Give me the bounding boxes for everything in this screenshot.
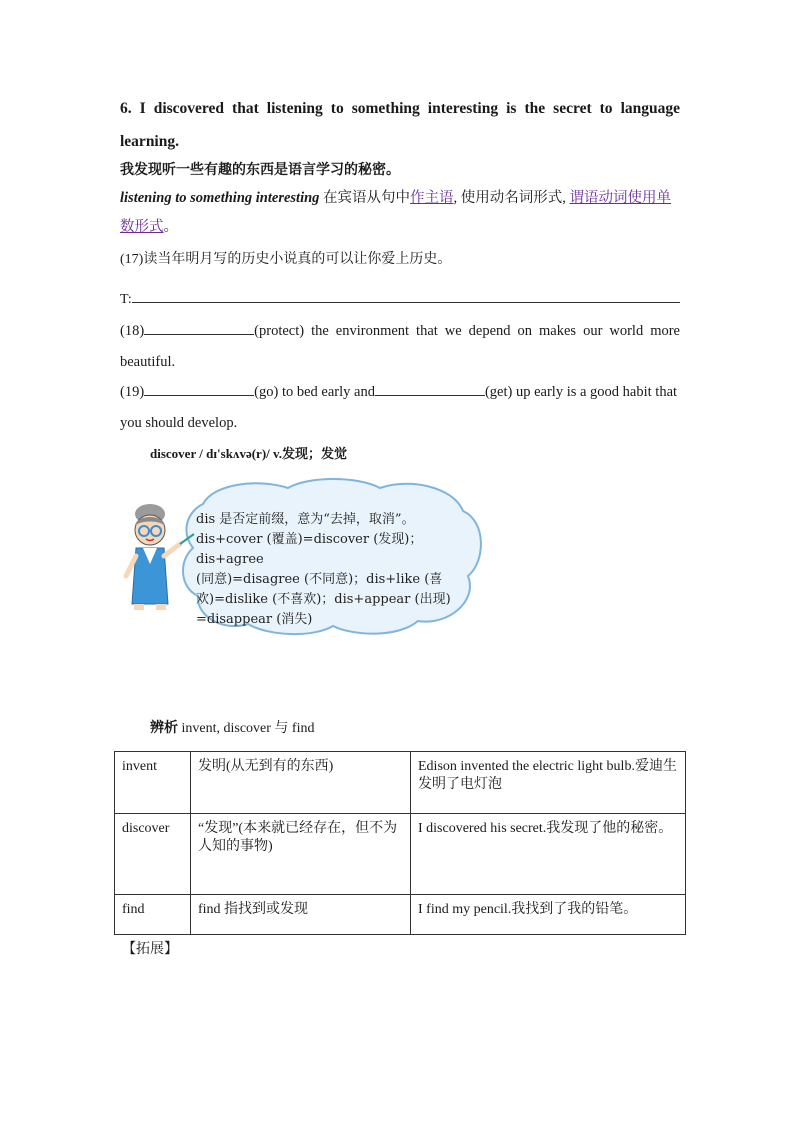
q18-blank[interactable] <box>144 320 254 335</box>
cloud-line: 欢)=dislike (不喜欢)；dis+appear (出现) <box>196 592 451 607</box>
analysis-text-1: 在宾语从句中 <box>319 190 411 206</box>
cloud-text <box>196 510 468 630</box>
table-cell-word: discover <box>115 814 191 895</box>
table-row <box>115 752 686 814</box>
table-row <box>115 814 686 895</box>
table-cell-meaning: find 指找到或发现 <box>191 895 411 935</box>
q18-text: (protect) the environment that we depend on makes our world more beautiful. <box>120 323 680 370</box>
comparison-title <box>150 717 314 737</box>
comparison-title-bold: 辨析 <box>150 721 178 736</box>
teacher-icon <box>126 504 194 610</box>
question-17: (17)读当年明月写的历史小说真的可以让你爱上历史。 <box>120 252 452 267</box>
link-subject[interactable]: 作主语 <box>410 190 454 206</box>
analysis-text-2: , 使用动名词形式, <box>453 190 570 206</box>
question-19 <box>120 377 680 439</box>
cloud-line: dis 是否定前缀，意为“去掉，取消”。 <box>196 512 415 527</box>
cloud-line: dis+cover (覆盖)=discover (发现)；dis+agree <box>196 532 423 567</box>
sentence-heading: 6. I discovered that listening to something interesting is the secret to language learning. <box>120 100 680 150</box>
sentence-translation: 我发现听一些有趣的东西是语言学习的秘密。 <box>120 162 400 178</box>
q19-blank-2[interactable] <box>375 381 485 396</box>
table-cell-word: find <box>115 895 191 935</box>
question-18 <box>120 316 680 378</box>
answer-rule[interactable] <box>132 290 680 303</box>
analysis-phrase: listening to something interesting <box>120 190 320 206</box>
q18-number: (18) <box>120 323 145 339</box>
extension-heading: 【拓展】 <box>122 942 178 957</box>
table-row <box>115 895 686 935</box>
analysis-text-3: 。 <box>163 219 178 235</box>
cloud-line: (同意)=disagree (不同意)；dis+like (喜 <box>196 572 443 587</box>
grammar-analysis <box>120 184 682 242</box>
table-cell-meaning: 发明(从无到有的东西) <box>191 752 411 814</box>
comparison-table <box>114 751 686 935</box>
vocab-entry: discover / dɪ'skʌvə(r)/ v.发现；发觉 <box>150 446 348 461</box>
q19-text-mid: (go) to bed early and <box>254 384 375 400</box>
q19-blank-1[interactable] <box>144 381 254 396</box>
t-label: T: <box>120 292 132 307</box>
q19-text-rest: (get) up early is a good habit that you should develop. <box>120 384 678 431</box>
translation-answer-line <box>120 290 680 308</box>
comparison-title-rest: invent, discover 与 find <box>178 721 315 736</box>
table-cell-example: I find my pencil.我找到了我的铅笔。 <box>411 895 686 935</box>
table-cell-example: I discovered his secret.我发现了他的秘密。 <box>411 814 686 895</box>
q19-number: (19) <box>120 384 145 400</box>
table-cell-word: invent <box>115 752 191 814</box>
table-cell-meaning: “发现”(本来就已经存在，但不为人知的事物) <box>191 814 411 895</box>
link-predicate-verb[interactable]: 谓语动词使用单数形式 <box>120 190 672 235</box>
table-cell-example: Edison invented the electric light bulb.爱迪生发明了电灯泡 <box>411 752 686 814</box>
cloud-line: =disappear (消失) <box>196 612 313 627</box>
